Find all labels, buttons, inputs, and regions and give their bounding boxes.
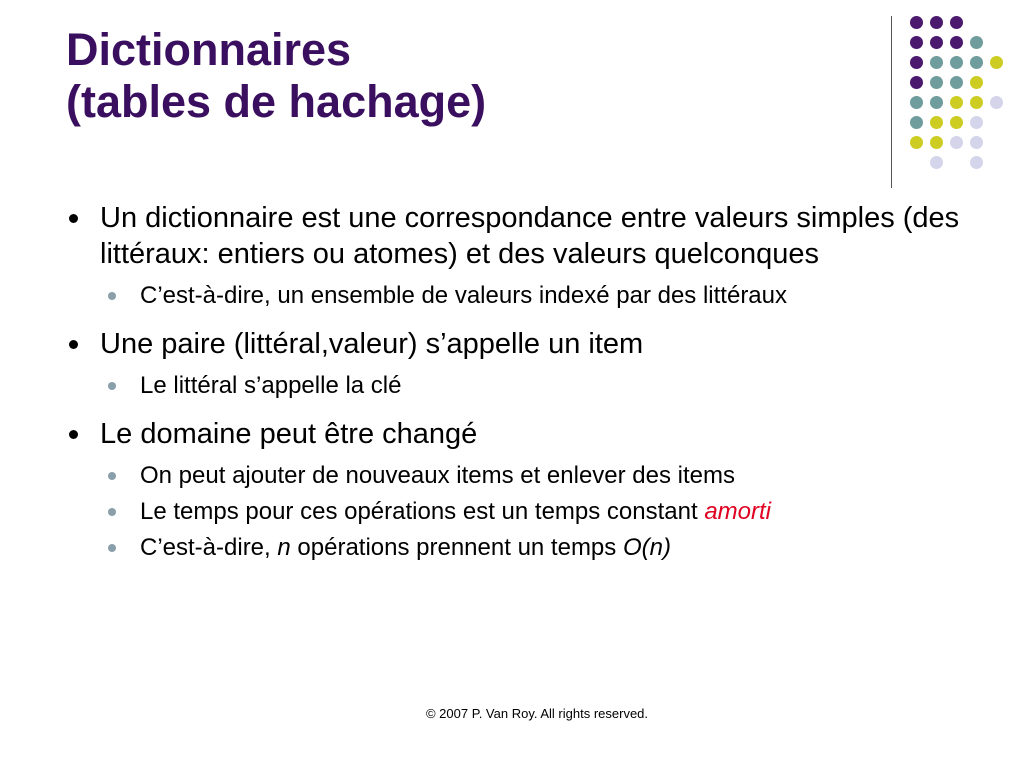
decorative-dot bbox=[950, 136, 963, 149]
bullet-dot-icon bbox=[69, 430, 78, 439]
decorative-dot bbox=[950, 116, 963, 129]
decorative-dot bbox=[970, 36, 983, 49]
decorative-dot bbox=[910, 76, 923, 89]
sub-bullet-dot-icon bbox=[108, 472, 116, 480]
bullet-group-1 bbox=[66, 200, 966, 312]
sub-bullet-dot-icon bbox=[108, 292, 116, 300]
sub-bullet-text: On peut ajouter de nouveaux items et enlever des items bbox=[140, 462, 736, 489]
sub-bullet-text: Le temps pour ces opérations est un temps constant bbox=[140, 498, 705, 525]
sub-bullet-text: C’est-à-dire, un ensemble de valeurs indexé par des littéraux bbox=[140, 282, 788, 309]
decorative-dot bbox=[930, 56, 943, 69]
bullet-dot-icon bbox=[69, 214, 78, 223]
title-line-1: Dictionnaires bbox=[66, 24, 352, 75]
slide-body bbox=[66, 200, 966, 578]
decorative-dot bbox=[910, 96, 923, 109]
decorative-dot bbox=[970, 136, 983, 149]
decorative-dot bbox=[910, 116, 923, 129]
italic-complexity: O(n) bbox=[622, 534, 671, 561]
decorative-dot bbox=[970, 156, 983, 169]
bullet-item bbox=[66, 200, 966, 272]
bullet-text: Un dictionnaire est une correspondance entre valeurs simples (des littéraux: entiers ou atomes) et des valeurs quelconques bbox=[100, 202, 960, 270]
decorative-dot bbox=[970, 56, 983, 69]
decorative-dot bbox=[950, 96, 963, 109]
decorative-dot bbox=[990, 96, 1003, 109]
decorative-dot bbox=[930, 156, 943, 169]
decorative-dot bbox=[950, 16, 963, 29]
decorative-dot bbox=[910, 136, 923, 149]
bullet-dot-icon bbox=[69, 340, 78, 349]
bullet-text: Le domaine peut être changé bbox=[100, 418, 478, 450]
decorative-dot bbox=[950, 76, 963, 89]
decorative-dot bbox=[930, 136, 943, 149]
decorative-dot-grid bbox=[0, 0, 1024, 200]
sub-bullet-item bbox=[66, 280, 966, 312]
italic-n: n bbox=[277, 534, 291, 561]
decorative-dot bbox=[970, 76, 983, 89]
decorative-dot bbox=[930, 76, 943, 89]
sub-bullet-item bbox=[66, 460, 966, 492]
emphasis-text: amorti bbox=[704, 498, 772, 525]
decorative-dot bbox=[930, 96, 943, 109]
decorative-dot bbox=[950, 36, 963, 49]
decorative-dot bbox=[990, 56, 1003, 69]
decorative-dot bbox=[950, 56, 963, 69]
sub-bullet-dot-icon bbox=[108, 382, 116, 390]
sub-bullet-dot-icon bbox=[108, 508, 116, 516]
sub-bullet-item bbox=[66, 370, 966, 402]
decorative-dot bbox=[910, 16, 923, 29]
decorative-dot bbox=[930, 36, 943, 49]
decorative-dot bbox=[910, 56, 923, 69]
sub-bullet-text: C’est-à-dire, bbox=[140, 534, 278, 561]
bullet-item bbox=[66, 326, 966, 362]
decorative-dot bbox=[970, 116, 983, 129]
sub-bullet-dot-icon bbox=[108, 544, 116, 552]
decorative-dot bbox=[970, 96, 983, 109]
sub-bullet-item bbox=[66, 532, 966, 564]
bullet-group-3 bbox=[66, 416, 966, 564]
decorative-dot bbox=[910, 36, 923, 49]
bullet-item bbox=[66, 416, 966, 452]
sub-bullet-text-middle: opérations prennent un temps bbox=[290, 534, 623, 561]
sub-bullet-text: Le littéral s’appelle la clé bbox=[140, 372, 402, 399]
title-line-2: (tables de hachage) bbox=[66, 76, 487, 127]
decorative-dot bbox=[930, 116, 943, 129]
decorative-dot bbox=[930, 16, 943, 29]
bullet-text: Une paire (littéral,valeur) s’appelle un item bbox=[100, 328, 644, 360]
copyright-footer: © 2007 P. Van Roy. All rights reserved. bbox=[425, 706, 649, 721]
sub-bullet-item bbox=[66, 496, 966, 528]
bullet-group-2 bbox=[66, 326, 966, 402]
